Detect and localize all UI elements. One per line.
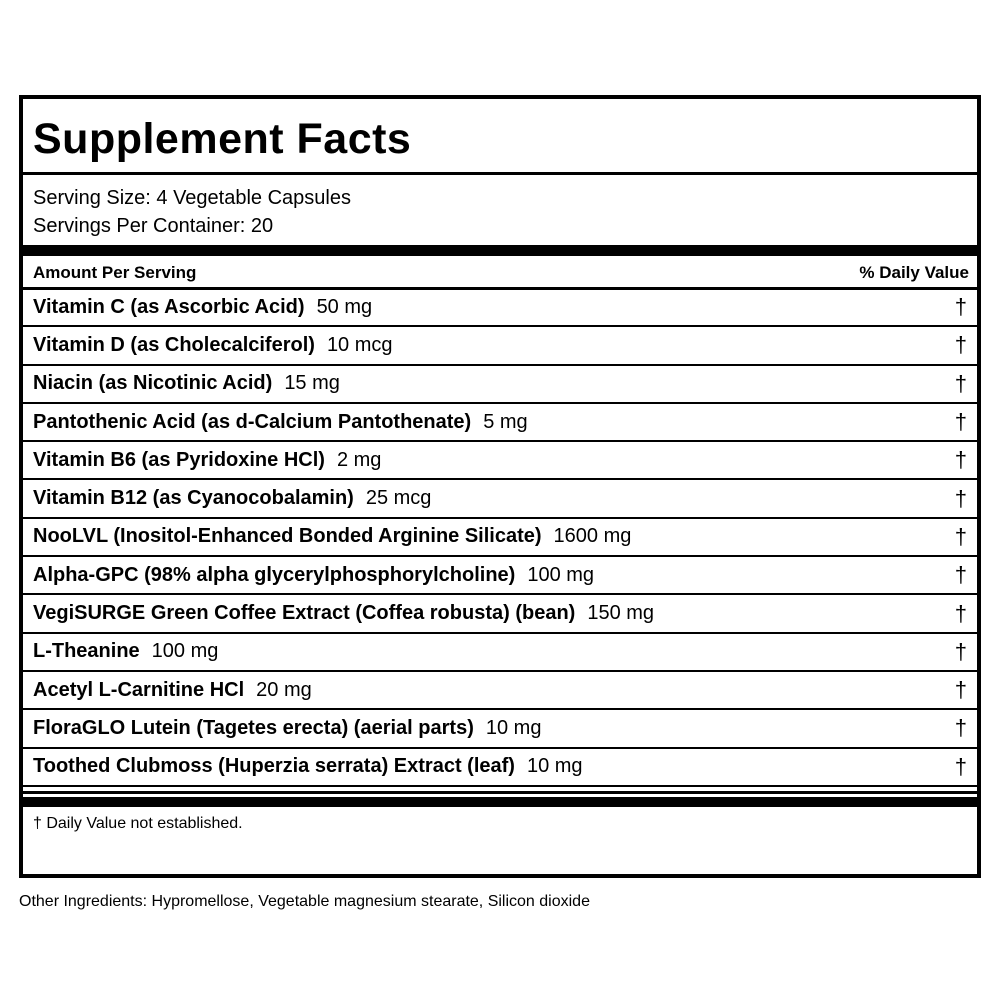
ingredient-row	[23, 289, 977, 327]
daily-value-dagger: †	[954, 294, 967, 320]
daily-value-dagger: †	[954, 332, 967, 358]
ingredient-row	[23, 442, 977, 480]
ingredient-row	[23, 366, 977, 404]
footnote: † Daily Value not established.	[33, 815, 243, 832]
ingredient-name: FloraGLO Lutein (Tagetes erecta) (aerial parts)	[33, 716, 474, 739]
ingredient-row	[23, 480, 977, 518]
ingredient-name: VegiSURGE Green Coffee Extract (Coffea robusta) (bean)	[33, 602, 576, 625]
column-header-row	[33, 260, 969, 286]
ingredient-amount: 10 mcg	[326, 333, 393, 356]
ingredient-row	[23, 557, 977, 595]
divider-thin-bottom	[23, 791, 977, 794]
other-ingredients: Other Ingredients: Hypromellose, Vegetable magnesium stearate, Silicon dioxide	[19, 893, 590, 910]
ingredient-name: L-Theanine	[33, 640, 140, 663]
ingredient-label	[33, 717, 541, 740]
ingredient-row	[23, 749, 977, 787]
ingredient-amount: 10 mg	[526, 755, 583, 778]
ingredient-label	[33, 296, 372, 319]
amount-per-serving-header: Amount Per Serving	[33, 263, 197, 282]
ingredient-row	[23, 519, 977, 557]
ingredient-row	[23, 595, 977, 633]
ingredient-name: Vitamin C (as Ascorbic Acid)	[33, 295, 305, 318]
ingredient-amount: 2 mg	[336, 448, 382, 471]
ingredient-name: Pantothenic Acid (as d-Calcium Pantothenate)	[33, 410, 472, 433]
daily-value-dagger: †	[954, 447, 967, 473]
ingredient-name: Acetyl L-Carnitine HCl	[33, 678, 245, 701]
ingredient-amount: 20 mg	[256, 678, 312, 701]
ingredient-name: Vitamin B12 (as Cyanocobalamin)	[33, 487, 354, 510]
ingredient-name: Alpha-GPC (98% alpha glycerylphosphorylcholine)	[33, 563, 516, 586]
ingredient-name: Vitamin D (as Cholecalciferol)	[33, 333, 315, 356]
ingredient-label	[33, 487, 431, 510]
daily-value-dagger: †	[954, 600, 967, 626]
ingredient-amount: 1600 mg	[553, 525, 632, 548]
ingredient-amount: 5 mg	[483, 410, 528, 433]
panel-title: Supplement Facts	[33, 115, 412, 163]
ingredient-row	[23, 327, 977, 365]
ingredient-label	[33, 602, 654, 625]
ingredient-label	[33, 679, 312, 702]
serving-info	[33, 184, 351, 240]
daily-value-dagger: †	[954, 677, 967, 703]
supplement-facts-panel	[19, 95, 981, 878]
daily-value-dagger: †	[954, 409, 967, 435]
ingredient-label	[33, 640, 218, 663]
daily-value-dagger: †	[954, 485, 967, 511]
ingredient-label	[33, 372, 340, 395]
daily-value-dagger: †	[954, 753, 967, 779]
ingredient-row	[23, 404, 977, 442]
serving-size: Serving Size: 4 Vegetable Capsules	[33, 187, 351, 209]
daily-value-dagger: †	[954, 715, 967, 741]
divider-thick	[23, 245, 977, 256]
daily-value-dagger: †	[954, 523, 967, 549]
daily-value-header: % Daily Value	[859, 263, 969, 282]
ingredient-row	[23, 672, 977, 710]
ingredient-label	[33, 449, 381, 472]
ingredient-amount: 50 mg	[316, 295, 373, 318]
ingredient-name: NooLVL (Inositol-Enhanced Bonded Arginine Silicate)	[33, 525, 542, 548]
ingredient-label	[33, 755, 583, 778]
servings-per-container: Servings Per Container: 20	[33, 215, 274, 237]
ingredient-amount: 150 mg	[587, 602, 655, 625]
ingredient-amount: 100 mg	[151, 640, 219, 663]
ingredient-label	[33, 525, 631, 548]
ingredient-amount: 15 mg	[284, 372, 340, 395]
ingredient-name: Toothed Clubmoss (Huperzia serrata) Extract (leaf)	[33, 755, 515, 778]
divider-thick-bottom	[23, 797, 977, 807]
ingredient-amount: 100 mg	[527, 563, 595, 586]
ingredient-name: Vitamin B6 (as Pyridoxine HCl)	[33, 448, 325, 471]
ingredient-list	[23, 289, 977, 787]
daily-value-dagger: †	[954, 562, 967, 588]
ingredient-amount: 25 mcg	[365, 487, 432, 510]
ingredient-label	[33, 564, 594, 587]
ingredient-label	[33, 411, 528, 434]
divider-thin	[23, 172, 977, 175]
ingredient-name: Niacin (as Nicotinic Acid)	[33, 372, 273, 395]
daily-value-dagger: †	[954, 370, 967, 396]
ingredient-row	[23, 634, 977, 672]
ingredient-amount: 10 mg	[485, 716, 542, 739]
ingredient-row	[23, 710, 977, 748]
daily-value-dagger: †	[954, 638, 967, 664]
ingredient-label	[33, 334, 393, 357]
